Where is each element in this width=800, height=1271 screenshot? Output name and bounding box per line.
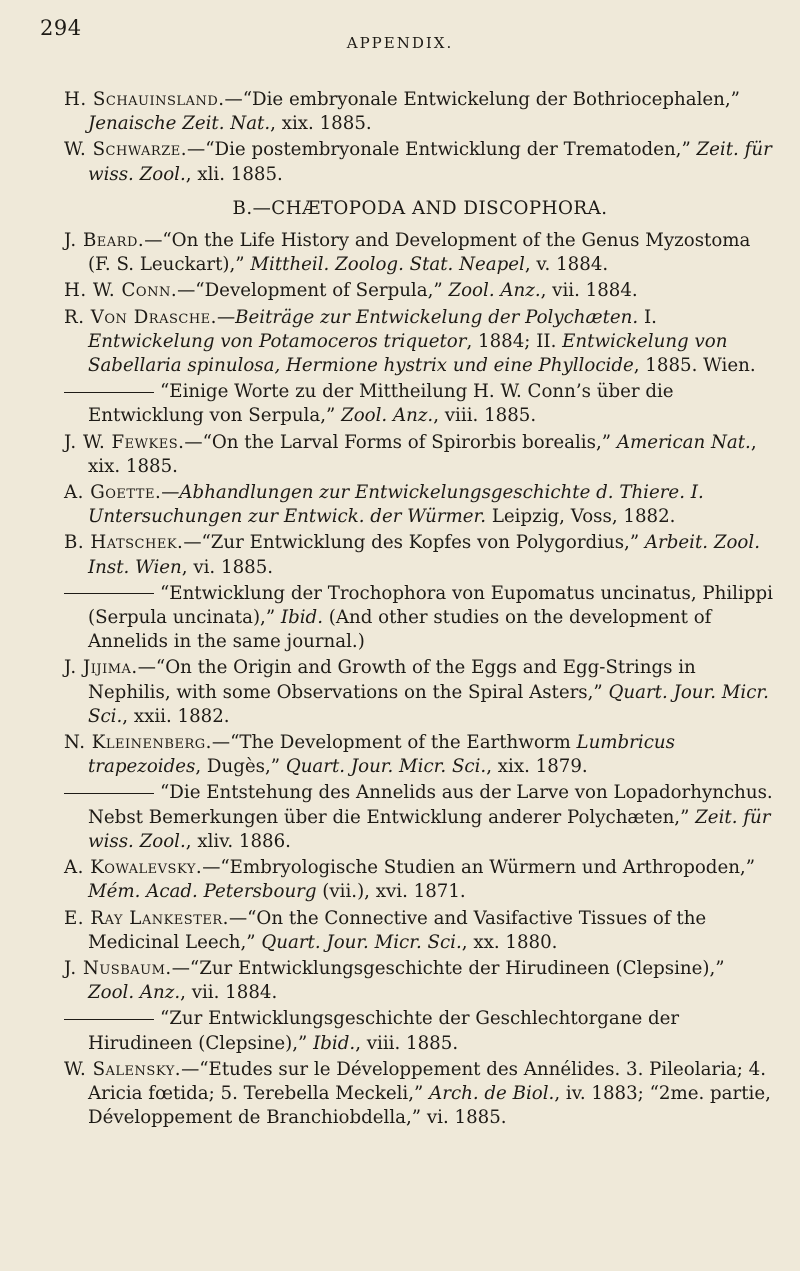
entry-title-italic: Beiträge zur Entwickelung der Polychæten. xyxy=(235,306,639,328)
entry-text: , iv. 1883; “2me. partie, Développement de Branchiobdella,” vi. 1885. xyxy=(88,1082,771,1129)
bibliography-entry xyxy=(64,781,776,854)
entry-author: J. Nusbaum. xyxy=(64,957,172,979)
entry-text: , vii. 1884. xyxy=(540,280,638,302)
entry-text: , xli. 1885. xyxy=(185,163,283,185)
entry-author: J. Beard. xyxy=(64,230,145,252)
entry-author: R. Von Drasche. xyxy=(64,306,217,328)
entry-author: N. Kleinenberg. xyxy=(64,732,212,754)
entry-text: , xx. 1880. xyxy=(461,931,558,953)
entry-text: , viii. 1885. xyxy=(355,1032,459,1054)
entry-title-italic: Ibid. xyxy=(313,1032,356,1054)
bibliography-entry xyxy=(64,957,776,1005)
section-heading: B.—CHÆTOPODA AND DISCOPHORA. xyxy=(232,197,608,219)
entry-title-italic: Entwickelung von Sabellaria spinulosa, Hermione hystrix und eine Phyllocide xyxy=(88,330,728,377)
entry-text: —“The Development of the Earthworm xyxy=(211,732,577,754)
entry-text: , xix. 1885. xyxy=(88,431,757,477)
ditto-rule xyxy=(64,392,154,393)
bibliography-entry xyxy=(64,1058,776,1131)
entry-text: , xix. 1879. xyxy=(486,756,588,778)
entry-title-italic: Mém. Acad. Petersbourg xyxy=(88,881,317,903)
entry-text: —“Development of Serpula,” xyxy=(177,280,449,302)
entry-title-italic: Arch. de Biol. xyxy=(429,1082,555,1104)
entry-author: A. Kowalevsky. xyxy=(64,857,203,879)
bibliography-list xyxy=(64,229,776,1130)
running-head: APPENDIX. xyxy=(346,34,454,52)
bibliography-entry xyxy=(64,306,776,379)
entry-author: B. Hatschek. xyxy=(64,532,184,554)
entry-title-italic: Zool. Anz. xyxy=(88,982,181,1004)
bibliography-list-continued xyxy=(64,88,776,187)
entry-title-italic: Quart. Jour. Micr. Sci. xyxy=(261,931,462,953)
entry-title-italic: Zool. Anz. xyxy=(448,280,541,302)
entry-title-italic: Quart. Jour. Micr. Sci. xyxy=(285,756,487,778)
entry-title-italic: American Nat. xyxy=(616,431,751,453)
bibliography-entry xyxy=(64,481,776,529)
entry-text: —“Embryologische Studien an Würmern und Arthropoden,” xyxy=(202,857,755,879)
entry-author: H. Schauinsland. xyxy=(64,89,225,110)
entry-text: —“Zur Entwicklungsgeschichte der Hirudineen (Clepsine),” xyxy=(171,957,725,979)
bibliography-entry xyxy=(64,380,776,428)
entry-text: (And other studies on the development of Annelids in the same journal.) xyxy=(88,607,712,653)
entry-text: “Die Entstehung des Annelids aus der Larve von Lopadorhynchus. Nebst Bemerkungen über die Entwicklung anderer Polychæten,” xyxy=(88,782,773,828)
bibliography-entry xyxy=(64,582,776,655)
entry-text: I. xyxy=(638,306,657,328)
entry-title-italic: Ibid. xyxy=(280,607,323,629)
entry-author: J. W. Fewkes. xyxy=(64,431,185,453)
entry-title-italic: Mittheil. Zoolog. Stat. Neapel xyxy=(250,254,525,276)
entry-text: , Dugès,” xyxy=(195,756,286,778)
bibliography-entry xyxy=(64,731,776,779)
bibliography-entry xyxy=(64,531,776,579)
entry-text: “Einige Worte zu der Mittheilung H. W. Conn’s über die Entwicklung von Serpula,” xyxy=(88,381,674,427)
bibliography-entry xyxy=(64,138,776,186)
entry-text: — xyxy=(216,306,236,328)
entry-text: —“On the Origin and Growth of the Eggs and Egg-Strings in Nephilis, with some Observations on the Spiral Asters,” xyxy=(88,657,696,703)
entry-text: —“Die postembryonale Entwicklung der Trematoden,” xyxy=(187,139,697,161)
entry-text: —“On the Larval Forms of Spirorbis borealis,” xyxy=(184,431,617,453)
entry-text: —“Etudes sur le Développement des Annélides. 3. Pileolaria; 4. Aricia fœtida; 5. Terebella Meckeli,” xyxy=(88,1058,767,1104)
entry-text: —“Zur Entwicklung des Kopfes von Polygordius,” xyxy=(183,532,645,554)
entry-author: H. W. Conn. xyxy=(64,280,178,302)
entry-author: W. Schwarze. xyxy=(64,139,188,161)
entry-title-italic: Zeit. für wiss. Zool. xyxy=(88,806,771,852)
ditto-rule xyxy=(64,593,154,594)
entry-text: , vii. 1884. xyxy=(180,982,278,1004)
page-number: 294 xyxy=(40,16,82,40)
entry-text: — xyxy=(161,482,180,504)
ditto-rule xyxy=(64,793,154,794)
bibliography-entry xyxy=(64,229,776,277)
entry-text: (vii.), xvi. 1871. xyxy=(316,881,466,903)
bibliography xyxy=(64,88,776,1132)
entry-text: , vi. 1885. xyxy=(181,556,274,578)
entry-author: W. Salensky. xyxy=(64,1058,182,1080)
entry-text: , 1885. Wien. xyxy=(633,355,756,377)
entry-text: , xxii. 1882. xyxy=(122,705,230,727)
bibliography-entry xyxy=(64,907,776,955)
entry-text: , xix. 1885. xyxy=(270,113,372,135)
entry-title-italic: Arbeit. Zool. Inst. Wien xyxy=(88,532,760,578)
bibliography-entry xyxy=(64,656,776,729)
bibliography-entry xyxy=(64,88,776,136)
bibliography-entry xyxy=(64,856,776,904)
entry-text: —“On the Life History and Development of the Genus Myzostoma (F. S. Leuckart),” xyxy=(88,230,751,276)
entry-text: , v. 1884. xyxy=(524,254,609,276)
entry-text: , viii. 1885. xyxy=(433,405,537,427)
entry-title-italic: Entwickelung von Potamoceros triquetor xyxy=(88,330,467,352)
bibliography-entry xyxy=(64,279,776,303)
entry-title-italic: Abhandlungen zur Entwickelungsgeschichte d. Thiere. I. Untersuchungen zur Entwick. der Würmer. xyxy=(88,482,704,528)
entry-text: —“On the Connective and Vasifactive Tissues of the Medicinal Leech,” xyxy=(88,907,707,953)
entry-title-italic: Zeit. für wiss. Zool. xyxy=(88,139,772,185)
entry-text: , xliv. 1886. xyxy=(185,830,291,852)
entry-author: E. Ray Lankester. xyxy=(64,907,229,929)
entry-text: , 1884; II. xyxy=(466,330,563,352)
entry-text: Leipzig, Voss, 1882. xyxy=(486,506,676,528)
bibliography-entry xyxy=(64,1007,776,1055)
entry-title-italic: Zool. Anz. xyxy=(341,405,434,427)
entry-text: —“Die embryonale Entwickelung der Bothriocephalen,” xyxy=(224,89,740,110)
entry-title-italic: Quart. Jour. Micr. Sci. xyxy=(88,681,769,727)
entry-text: “Entwicklung der Trochophora von Eupomatus uncinatus, Philippi (Serpula uncinata),” xyxy=(88,582,773,629)
bibliography-entry xyxy=(64,431,776,479)
ditto-rule xyxy=(64,1019,154,1020)
entry-author: A. Goette. xyxy=(64,482,162,504)
entry-text: “Zur Entwicklungsgeschichte der Geschlechtorgane der Hirudineen (Clepsine),” xyxy=(88,1008,680,1054)
entry-title-italic: Jenaische Zeit. Nat. xyxy=(88,113,271,135)
entry-author: J. Jijima. xyxy=(64,657,138,679)
entry-title-italic: Lumbricus trapezoides xyxy=(88,732,675,778)
